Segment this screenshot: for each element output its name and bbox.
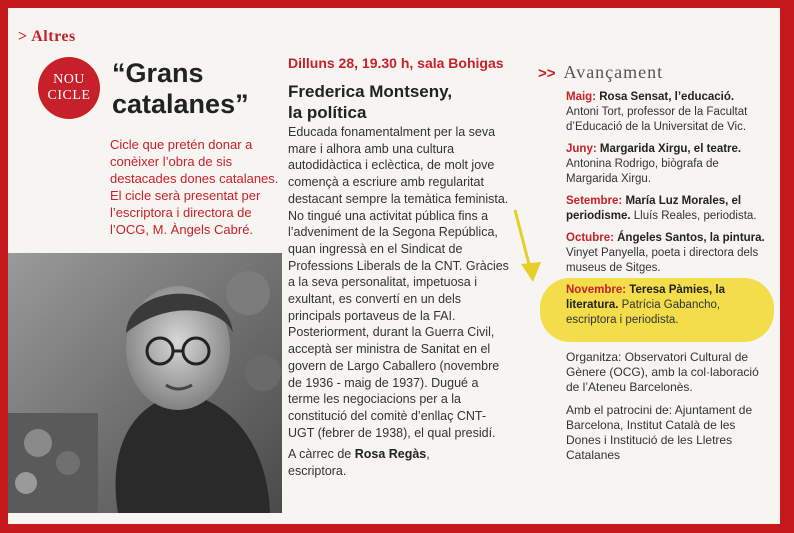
session-month: Maig: xyxy=(566,91,597,103)
event-title-line-1: Frederica Montseny, xyxy=(288,82,453,101)
session-topic: Teresa Pàmies, la literatura. xyxy=(566,284,725,311)
cycle-intro: Cicle que pretén donar a conèixer l’obra de sis destacades dones catalanes. El cicle serà presentat per l’escriptora i directora de l’OCG, M. Àngels Cabré. xyxy=(110,137,279,237)
session-month: Novembre: xyxy=(566,284,627,296)
event-body-text: Educada fonamentalment per la seva mare i alhora amb una cultura autodidàctica i eclèctica, de molt jove començà a escriure amb regularitat destacant sempre la temàtica feminista. No tingué una activitat pública fins a l’adveniment de la Segona República, quan ingressà en el Sindicat de Professions Liberals de la CNT. Gràcies a la seva personalitat, impetuosa i exultant, es convertí en un dels principals portaveus de la FAI. Posteriorment, durant la Guerra Civil, acceptà ser ministra de Sanitat en el govern de Largo Caballero (novembre de 1936 - maig de 1937). Dugué a terme les negociacions per a la constitució del comitè d’enllaç CNT-UGT (febrer de 1938), el qual presidí. xyxy=(288,125,509,440)
credits xyxy=(566,350,766,471)
down-arrow-icon xyxy=(503,206,543,284)
presenter-name: Rosa Regàs xyxy=(354,447,427,462)
section-label: > Altres xyxy=(18,28,76,45)
presenter-comma: , xyxy=(426,447,430,462)
badge-line-1: NOU xyxy=(53,72,85,87)
session-topic: Margarida Xirgu, el teatre. xyxy=(599,143,742,155)
event-presenter xyxy=(288,446,510,479)
session-speaker: Lluís Reales, periodista. xyxy=(633,210,757,222)
session-item xyxy=(566,194,766,224)
cycle-title-line-2: catalanes” xyxy=(112,89,249,119)
session-speaker: Vinyet Panyella, poeta i directora dels museus de Sitges. xyxy=(566,247,759,274)
preview-heading xyxy=(538,62,663,83)
session-item xyxy=(566,142,766,187)
session-month: Octubre: xyxy=(566,232,614,244)
session-month: Juny: xyxy=(566,143,597,155)
event-description xyxy=(288,124,510,480)
cycle-title-line-1: “Grans xyxy=(112,58,204,88)
session-month: Setembre: xyxy=(566,195,623,207)
session-speaker: Antoni Tort, professor de la Facultat d’Educació de la Universitat de Vic. xyxy=(566,106,748,133)
session-speaker: Patrícia Gabancho, escriptora i periodista. xyxy=(566,299,721,326)
session-topic: Rosa Sensat, l’educació. xyxy=(599,91,735,103)
session-topic: María Luz Morales, el periodisme. xyxy=(566,195,742,222)
session-item xyxy=(566,90,766,135)
event-title-line-2: la política xyxy=(288,103,367,122)
event-title xyxy=(288,81,498,123)
event-datetime: Dilluns 28, 19.30 h, sala Bohigas xyxy=(288,55,504,71)
new-cycle-badge xyxy=(38,57,100,119)
presenter-role: escriptora. xyxy=(288,464,347,479)
preview-title: Avançament xyxy=(563,62,664,82)
badge-line-2: CICLE xyxy=(47,88,91,103)
session-item-highlighted xyxy=(566,283,766,328)
session-topic: Ángeles Santos, la pintura. xyxy=(617,232,765,244)
presenter-prefix: A càrrec de xyxy=(288,447,355,462)
cycle-title xyxy=(112,58,282,120)
preview-arrows: >> xyxy=(538,65,556,82)
session-item xyxy=(566,231,766,276)
portrait-photo xyxy=(8,253,282,513)
upcoming-sessions-list xyxy=(566,90,766,335)
magazine-page xyxy=(8,8,780,524)
session-speaker: Antonina Rodrigo, biògrafa de Margarida Xirgu. xyxy=(566,158,719,185)
organizer-text: Organitza: Observatori Cultural de Gènere (OCG), amb la col·laboració de l’Ateneu Barcelonès. xyxy=(566,350,759,394)
sponsors-text: Amb el patrocini de: Ajuntament de Barcelona, Institut Català de les Dones i Institució de les Lletres Catalanes xyxy=(566,403,753,462)
